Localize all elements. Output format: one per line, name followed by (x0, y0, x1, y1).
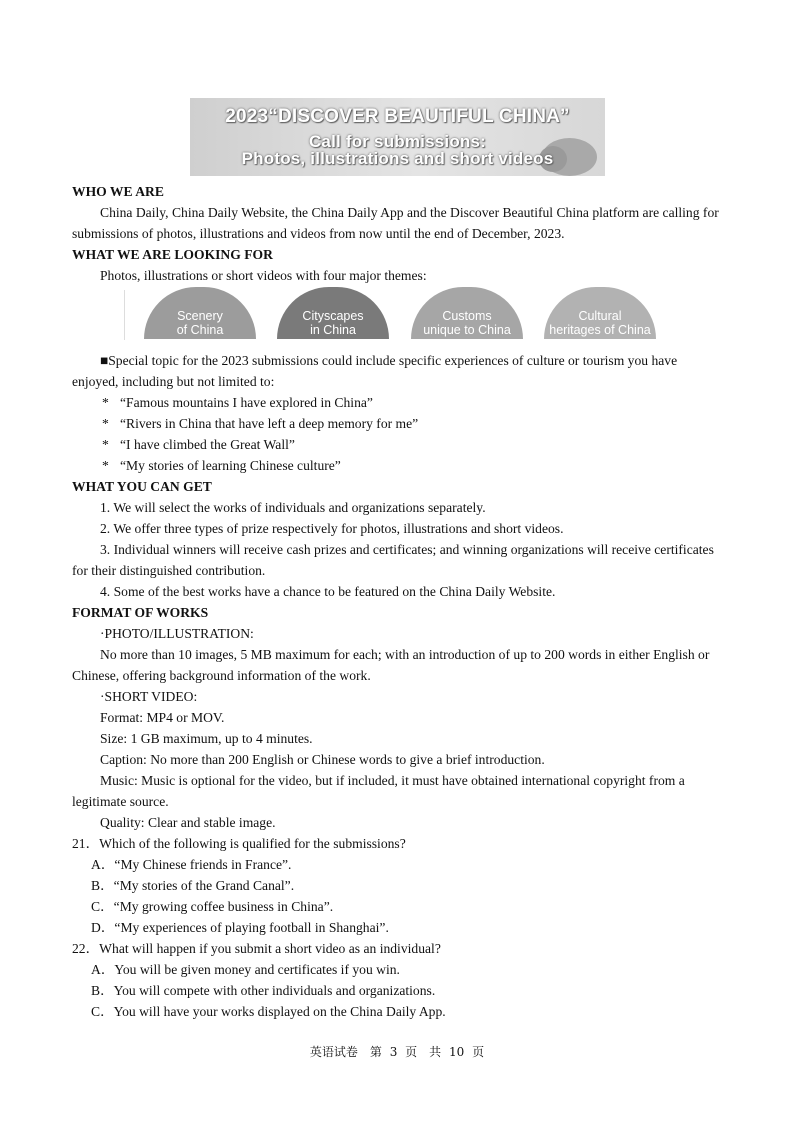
banner-title: 2023“DISCOVER BEAUTIFUL CHINA” (225, 106, 570, 127)
theme-label: Customs (442, 309, 492, 323)
video-item: Caption: No more than 200 English or Chinese words to give a brief introduction. (100, 752, 545, 767)
topic-text: “My stories of learning Chinese culture” (120, 458, 341, 473)
heading-format: FORMAT OF WORKS (72, 605, 209, 620)
theme-label: Cityscapes (302, 309, 364, 323)
banner-subtitle: Call for submissions: (308, 132, 487, 151)
topic-item (72, 413, 722, 434)
video-item: Size: 1 GB maximum, up to 4 minutes. (100, 731, 313, 746)
theme-label: Cultural (578, 309, 622, 323)
theme-label: unique to China (423, 323, 511, 337)
get-item: 3. Individual winners will receive cash prizes and certificates; and winning organizations will receive certificates for their distinguished contribution. (72, 542, 714, 578)
option-21a: A．“My Chinese friends in France”. (91, 857, 292, 872)
theme-scenery (144, 287, 256, 339)
option-22c: C．You will have your works displayed on the China Daily App. (91, 1004, 446, 1019)
divider (124, 290, 125, 340)
banner-subtitle-2: Photos, illustrations and short videos (241, 149, 554, 168)
topic-text: “Famous mountains I have explored in China” (120, 395, 373, 410)
star-icon: * (102, 437, 109, 452)
video-item: Music: Music is optional for the video, but if included, it must have obtained international copyright from a legitimate source. (72, 773, 685, 809)
option-22b: B．You will compete with other individuals and organizations. (91, 983, 436, 998)
get-item: 1. We will select the works of individuals and organizations separately. (100, 500, 486, 515)
event-banner (190, 98, 605, 176)
page-footer: 英语试卷 第 3 页 共 10 页 (309, 1045, 485, 1059)
get-item: 2. We offer three types of prize respectively for photos, illustrations and short videos. (100, 521, 564, 536)
star-icon: * (102, 458, 109, 473)
theme-label: Scenery (177, 309, 223, 323)
theme-label: of China (176, 323, 224, 337)
theme-label: in China (310, 323, 356, 337)
heading-get: WHAT YOU CAN GET (72, 479, 212, 494)
topic-item (72, 434, 722, 455)
who-body: China Daily, China Daily Website, the China Daily App and the Discover Beautiful China platform are calling for submissions of photos, illustrations and videos from now until the end of December, 2023. (72, 205, 719, 241)
topic-text: “Rivers in China that have left a deep memory for me” (120, 416, 419, 431)
heading-who: WHO WE ARE (72, 184, 164, 199)
video-item: Quality: Clear and stable image. (100, 815, 276, 830)
theme-cityscapes (277, 287, 389, 339)
video-item: Format: MP4 or MOV. (100, 710, 225, 725)
video-label: ·SHORT VIDEO: (100, 689, 198, 704)
option-21b: B．“My stories of the Grand Canal”. (91, 878, 295, 893)
photo-label: ·PHOTO/ILLUSTRATION: (100, 626, 254, 641)
theme-graphic (72, 286, 722, 350)
star-icon: * (102, 416, 109, 431)
theme-customs (411, 287, 523, 339)
photo-body: No more than 10 images, 5 MB maximum for each; with an introduction of up to 200 words in either English or Chinese, offering background information of the work. (72, 647, 710, 683)
theme-label: heritages of China (549, 323, 651, 337)
theme-cultural-heritages (544, 287, 656, 339)
topic-item (72, 392, 722, 413)
get-item: 4. Some of the best works have a chance to be featured on the China Daily Website. (100, 584, 556, 599)
option-21d: D．“My experiences of playing football in Shanghai”. (91, 920, 389, 935)
topic-text: “I have climbed the Great Wall” (120, 437, 295, 452)
topic-item (72, 455, 722, 476)
question-21: 21．Which of the following is qualified for the submissions? (72, 836, 406, 851)
option-22a: A．You will be given money and certificates if you win. (91, 962, 400, 977)
option-21c: C．“My growing coffee business in China”. (91, 899, 334, 914)
question-22: 22．What will happen if you submit a short video as an individual? (72, 941, 441, 956)
heading-what: WHAT WE ARE LOOKING FOR (72, 247, 273, 262)
passage (72, 181, 722, 1022)
special-topic: ■Special topic for the 2023 submissions could include specific experiences of culture or tourism you have enjoyed, including but not limited to: (72, 353, 678, 389)
star-icon: * (102, 395, 109, 410)
what-intro: Photos, illustrations or short videos with four major themes: (100, 268, 427, 283)
